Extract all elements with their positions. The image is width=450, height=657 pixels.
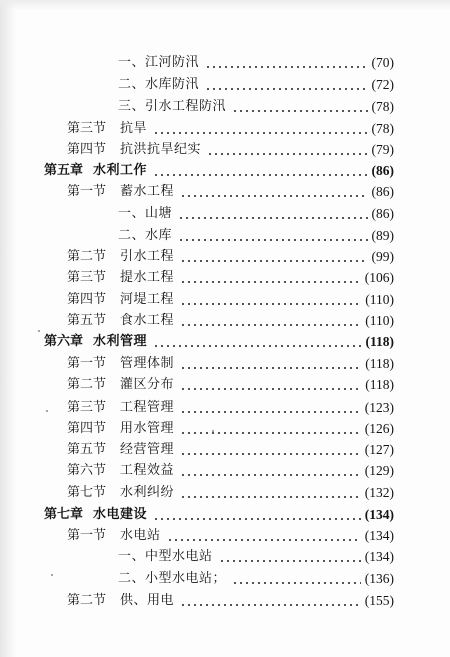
toc-entry-title: 二、水库	[118, 228, 173, 243]
toc-entry-title: 二、水库防汛	[118, 77, 200, 92]
toc-entry-title: 提水工程	[120, 270, 175, 285]
toc-entry	[44, 504, 394, 526]
scan-speck	[51, 574, 53, 576]
toc-entry-title: 一、中型水电站	[118, 549, 213, 564]
toc-entry-number: 第一节	[67, 356, 107, 371]
toc-entry	[67, 118, 394, 140]
toc-entry-page: (106)	[364, 270, 394, 285]
scan-speck	[38, 330, 40, 332]
toc-entry-number: 第四节	[67, 292, 107, 307]
toc-entry-number: 第六章	[44, 334, 84, 349]
toc-entry-page: (86)	[371, 206, 394, 221]
toc-entry-page: (134)	[364, 507, 394, 522]
toc-entry-title: 一、山塘	[118, 206, 173, 221]
toc-entry-title: 水利工作	[93, 163, 148, 178]
toc-entry-title: 河堤工程	[120, 292, 175, 307]
toc-entry-page: (123)	[364, 400, 394, 415]
toc-entry-page: (136)	[364, 571, 394, 586]
dot-leader	[167, 539, 361, 541]
dot-leader	[180, 604, 361, 606]
toc-entry-title: 二、小型水电站；	[118, 571, 227, 586]
toc-entry-page: (99)	[371, 249, 394, 264]
toc-entry	[118, 568, 394, 590]
toc-entry-number: 第三节	[67, 121, 107, 136]
toc-entry-page: (72)	[371, 77, 394, 92]
dot-leader	[180, 496, 361, 498]
dot-leader	[207, 153, 367, 155]
toc-entry-number: 第二节	[67, 249, 107, 264]
dot-leader	[180, 260, 367, 262]
toc-entry-title: 管理体制	[120, 356, 175, 371]
dot-leader	[180, 432, 361, 434]
toc-entry-page: (78)	[371, 99, 394, 114]
toc-entry-number: 第一节	[67, 528, 107, 543]
dot-leader	[205, 88, 367, 90]
toc-entry-number: 第二节	[67, 377, 107, 392]
toc-entry-title: 水电站	[120, 528, 161, 543]
dot-leader	[178, 239, 367, 241]
toc-entry-number: 第一节	[67, 184, 107, 199]
toc-entry-number: 第七节	[67, 485, 107, 500]
toc-entry	[67, 482, 394, 504]
toc-entry	[44, 331, 394, 353]
toc-entry	[67, 460, 394, 482]
toc-entry-number: 第五章	[44, 163, 84, 178]
toc-entry-page: (110)	[365, 313, 394, 328]
scan-speck	[212, 430, 214, 432]
dot-leader	[205, 66, 367, 68]
toc-entry-title: 抗洪抗旱纪实	[120, 142, 202, 157]
toc-entry-title: 经营管理	[120, 442, 175, 457]
toc-entry-title: 水电建设	[93, 507, 148, 522]
toc-entry-number: 第六节	[67, 463, 107, 478]
toc-entry-title: 水利纠纷	[120, 485, 175, 500]
toc-entry-title: 工程管理	[120, 400, 175, 415]
toc-entry	[67, 267, 394, 289]
dot-leader	[219, 560, 361, 562]
toc-entry	[67, 139, 394, 161]
toc-entry	[118, 546, 394, 568]
toc-entry-page: (155)	[364, 593, 394, 608]
toc-entry-page: (126)	[364, 421, 394, 436]
toc-entry	[44, 160, 394, 182]
toc-entry-number: 第七章	[44, 507, 84, 522]
toc-entry-page: (127)	[364, 442, 394, 457]
toc-entry-title: 灌区分布	[120, 377, 175, 392]
toc-entry-page: (79)	[371, 142, 394, 157]
toc-entry	[67, 590, 394, 612]
dot-leader	[232, 110, 367, 112]
toc-entry-title: 抗旱	[120, 121, 148, 136]
toc-entry-page: (118)	[365, 334, 394, 349]
toc-entry	[118, 203, 394, 225]
dot-leader	[180, 281, 361, 283]
toc-entry	[118, 74, 394, 96]
toc-entry-page: (86)	[371, 184, 394, 199]
toc-entry	[67, 525, 394, 547]
toc-entry-page: (89)	[371, 228, 394, 243]
scan-speck	[46, 410, 48, 412]
toc-entry-page: (86)	[371, 163, 394, 178]
toc-entry-number: 第四节	[67, 142, 107, 157]
toc-entry-title: 蓄水工程	[120, 184, 175, 199]
toc-entry-title: 水利管理	[93, 334, 148, 349]
toc-entry	[67, 418, 394, 440]
toc-entry-page: (78)	[371, 121, 394, 136]
toc-entry-title: 工程效益	[120, 463, 175, 478]
dot-leader	[232, 582, 361, 584]
toc-entry-page: (70)	[371, 55, 394, 70]
dot-leader	[153, 174, 367, 176]
toc-entry-number: 第五节	[67, 442, 107, 457]
dot-leader	[180, 367, 361, 369]
dot-leader	[180, 453, 361, 455]
toc-entry	[67, 289, 394, 311]
dot-leader	[180, 388, 361, 390]
toc-entry-title: 供、用电	[120, 593, 175, 608]
toc-entry-title: 食水工程	[120, 313, 175, 328]
dot-leader	[180, 324, 361, 326]
toc-entry	[67, 397, 394, 419]
toc-entry-number: 第三节	[67, 400, 107, 415]
toc-entry-number: 第五节	[67, 313, 107, 328]
toc-entry	[67, 246, 394, 268]
toc-entry-title: 三、引水工程防汛	[118, 99, 227, 114]
toc-entry	[67, 439, 394, 461]
toc-entry-title: 用水管理	[120, 421, 175, 436]
dot-leader	[153, 132, 367, 134]
toc-entry-page: (118)	[365, 356, 394, 371]
toc-entry	[118, 52, 394, 74]
dot-leader	[180, 474, 361, 476]
toc-entry	[118, 96, 394, 118]
dot-leader	[180, 303, 361, 305]
toc-entry-title: 引水工程	[120, 249, 175, 264]
toc-entry-number: 第四节	[67, 421, 107, 436]
dot-leader	[153, 518, 361, 520]
toc-entry-number: 第三节	[67, 270, 107, 285]
toc-entry-page: (110)	[365, 292, 394, 307]
toc-entry	[67, 181, 394, 203]
toc-entry	[67, 374, 394, 396]
toc-entry-page: (129)	[364, 463, 394, 478]
dot-leader	[180, 195, 367, 197]
toc-entry	[67, 310, 394, 332]
dot-leader	[178, 217, 367, 219]
toc-entry	[67, 353, 394, 375]
dot-leader	[180, 411, 361, 413]
toc-entry-page: (134)	[364, 549, 394, 564]
toc-entry-number: 第二节	[67, 593, 107, 608]
toc-entry	[118, 225, 394, 247]
toc-entry-page: (134)	[364, 528, 394, 543]
toc-entry-page: (118)	[365, 377, 394, 392]
toc-entry-title: 一、江河防汛	[118, 55, 200, 70]
dot-leader	[153, 345, 361, 347]
toc-entry-page: (132)	[364, 485, 394, 500]
